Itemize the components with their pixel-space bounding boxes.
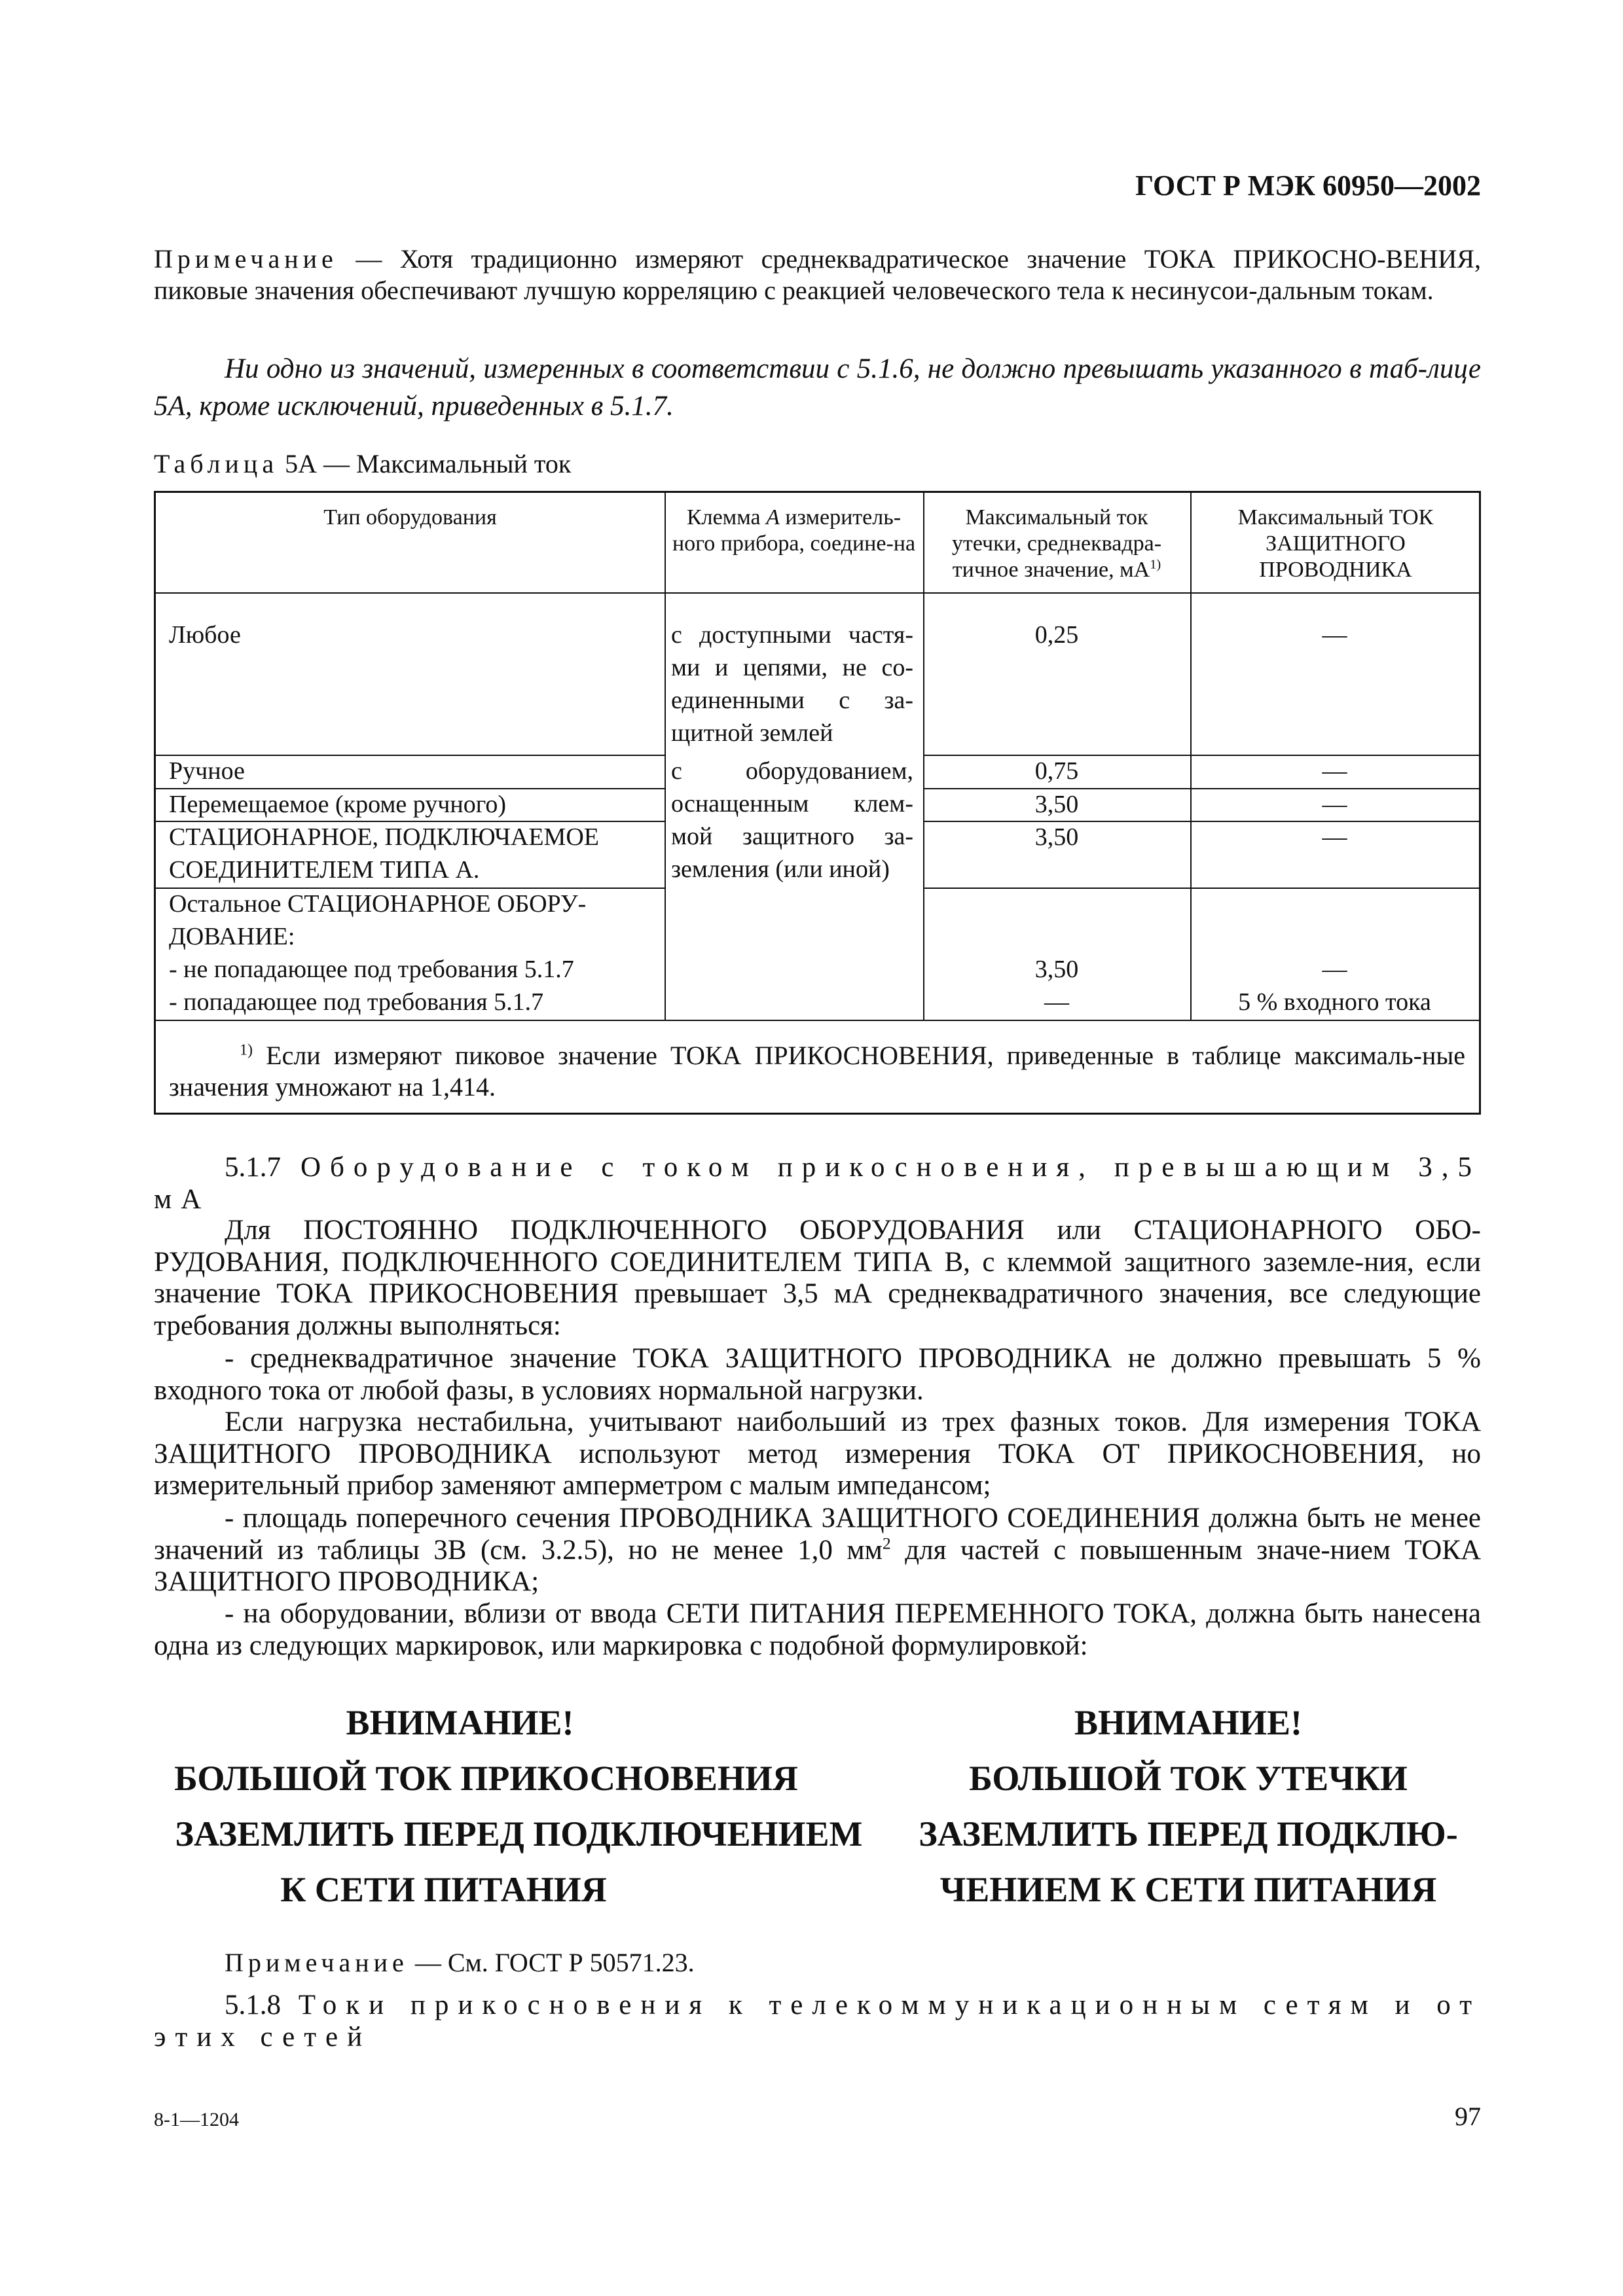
terminal-group: с оборудованием, оснащенным клем-мой защитного за-земления (или иной) (671, 757, 913, 883)
section-5-1-8-heading: 5.1.8 Токи прикосновения к телекоммуникационным сетям и от этих сетей (154, 1990, 1481, 2053)
row-other-a-protective: — (1322, 956, 1347, 983)
row-hand-protective: — (1322, 757, 1347, 785)
row-any-terminal: с доступными частя-ми и цепями, не со-единенными с за-щитной землей (671, 621, 913, 747)
section-5-1-7-p3: Если нагрузка нестабильна, учитывают наибольший из трех фазных токов. Для измерения ТОКА ЗАЩИТНОГО ПРОВОДНИКА используют метод измерения ТОКА ОТ ПРИКОСНОВЕНИЯ, но измерительный прибор заменяют амперметром с малым импедансом; (154, 1407, 1481, 1501)
warning-leakage-current: ВНИМАНИЕ! БОЛЬШОЙ ТОК УТЕЧКИ ЗАЗЕМЛИТЬ ПЕРЕД ПОДКЛЮ- ЧЕНИЕМ К СЕТИ ПИТАНИЯ (919, 1703, 1458, 1909)
row-other-b-protective: 5 % входного тока (1238, 988, 1431, 1016)
section-title: Оборудование с током прикосновения, превышающим 3,5 мА (154, 1152, 1481, 1215)
note-text: — Хотя традиционно измеряют среднеквадратическое значение ТОКА ПРИКОСНО-ВЕНИЯ, пиковые значения обеспечивают лучшую корреляцию с реакцией человеческого тела к несинусои-дальным токам. (154, 244, 1481, 305)
row-hand-type: Ручное (169, 757, 245, 785)
row-movable-protective: — (1322, 791, 1347, 818)
table-caption-text: 5А — Максимальный ток (278, 449, 572, 478)
footer-code: 8-1—1204 (154, 2109, 239, 2130)
section-5-1-7-p4: - площадь поперечного сечения ПРОВОДНИКА ЗАЩИТНОГО СОЕДИНЕНИЯ должна быть не менее значений из таблицы 3В (см. 3.2.5), но не менее 1,0 $мм^2$ для частей с повышенным значе-нием ТОКА ЗАЩИТНОГО ПРОВОДНИКА; (154, 1503, 1481, 1597)
section-5-1-7-p2: - среднеквадратичное значение ТОКА ЗАЩИТНОГО ПРОВОДНИКА не должно превышать 5 % входного тока от любой фазы, в условиях нормальной нагрузки. (154, 1343, 1481, 1406)
row-movable-current: 3,50 (1034, 791, 1079, 818)
row-any-current: 0,25 (1034, 621, 1079, 649)
table-divider (156, 592, 1479, 594)
row-movable-type: Перемещаемое (кроме ручного) (169, 791, 507, 818)
row-other-b-current: — (1044, 988, 1069, 1016)
note-label: Примечание (154, 244, 338, 274)
row-any-protective: — (1322, 621, 1347, 649)
section-5-1-7-p1: Для ПОСТОЯННО ПОДКЛЮЧЕННОГО ОБОРУДОВАНИЯ или СТАЦИОНАРНОГО ОБО-РУДОВАНИЯ, ПОДКЛЮЧЕННОГО СОЕДИНИТЕЛЕМ ТИПА В, с клеммой защитного заземле-ния, если значение ТОКА ПРИКОСНОВЕНИЯ превышает 3,5 мА среднеквадратичного значения, все следующие требования должны выполняться: (154, 1215, 1481, 1341)
row-stationary-a-type: СТАЦИОНАРНОЕ, ПОДКЛЮЧАЕМОЕ СОЕДИНИТЕЛЕМ ТИПА А. (169, 823, 599, 884)
table-caption (154, 448, 571, 479)
row-stationary-a-protective: — (1322, 823, 1347, 851)
header-leakage-current: Максимальный ток утечки, среднеквадра-тичное значение, $мА^{1)}$ (951, 505, 1162, 582)
warning-touch-current: ВНИМАНИЕ! БОЛЬШОЙ ТОК ПРИКОСНОВЕНИЯ ЗАЗЕМЛИТЬ ПЕРЕД ПОДКЛЮЧЕНИЕМ К СЕТИ ПИТАНИЯ (174, 1703, 863, 1909)
requirement-paragraph: Ни одно из значений, измеренных в соответствии с 5.1.6, не должно превышать указанного в таб-лице 5А, кроме исключений, приведенных в 5.1.7. (154, 353, 1481, 422)
row-any-type: Любое (169, 621, 241, 649)
section-5-1-7-heading (154, 1152, 1481, 1215)
section-5-1-7-p5: - на оборудовании, вблизи от ввода СЕТИ ПИТАНИЯ ПЕРЕМЕННОГО ТОКА, должна быть нанесена одна из следующих маркировок, или маркировка с подобной формулировкой: (154, 1598, 1481, 1661)
max-current-table (154, 491, 1481, 1115)
row-other-stationary-type: Остальное СТАЦИОНАРНОЕ ОБОРУ-ДОВАНИЕ: - не попадающее под требования 5.1.7 - попадающее под требования 5.1.7 (169, 890, 587, 1016)
section-number: 5.1.7 (225, 1152, 281, 1183)
header-equipment-type: Тип оборудования (323, 505, 497, 529)
row-other-a-current: 3,50 (1034, 956, 1079, 983)
row-hand-current: 0,75 (1034, 757, 1079, 785)
header-protective-current: Максимальный ТОК ЗАЩИТНОГО ПРОВОДНИКА (1237, 505, 1434, 582)
table-divider (665, 493, 666, 1020)
table-footnote: $^{1)}$ Если измеряют пиковое значение ТОКА ПРИКОСНОВЕНИЯ, приведенные в таблице максималь-ные значения умножают на 1,414. (169, 1041, 1465, 1102)
table-divider (923, 888, 1479, 889)
header-terminal: Клемма А измеритель-ного прибора, соедине-на (672, 505, 916, 556)
note-2: Примечание — См. ГОСТ Р 50571.23. (225, 1948, 695, 1977)
table-caption-label: Таблица (154, 449, 279, 478)
note-paragraph (154, 243, 1481, 306)
table-divider (156, 1020, 1479, 1021)
page-number: 97 (1455, 2102, 1481, 2131)
row-stationary-a-current: 3,50 (1034, 823, 1079, 851)
standard-header: ГОСТ Р МЭК 60950—2002 (1135, 170, 1481, 202)
